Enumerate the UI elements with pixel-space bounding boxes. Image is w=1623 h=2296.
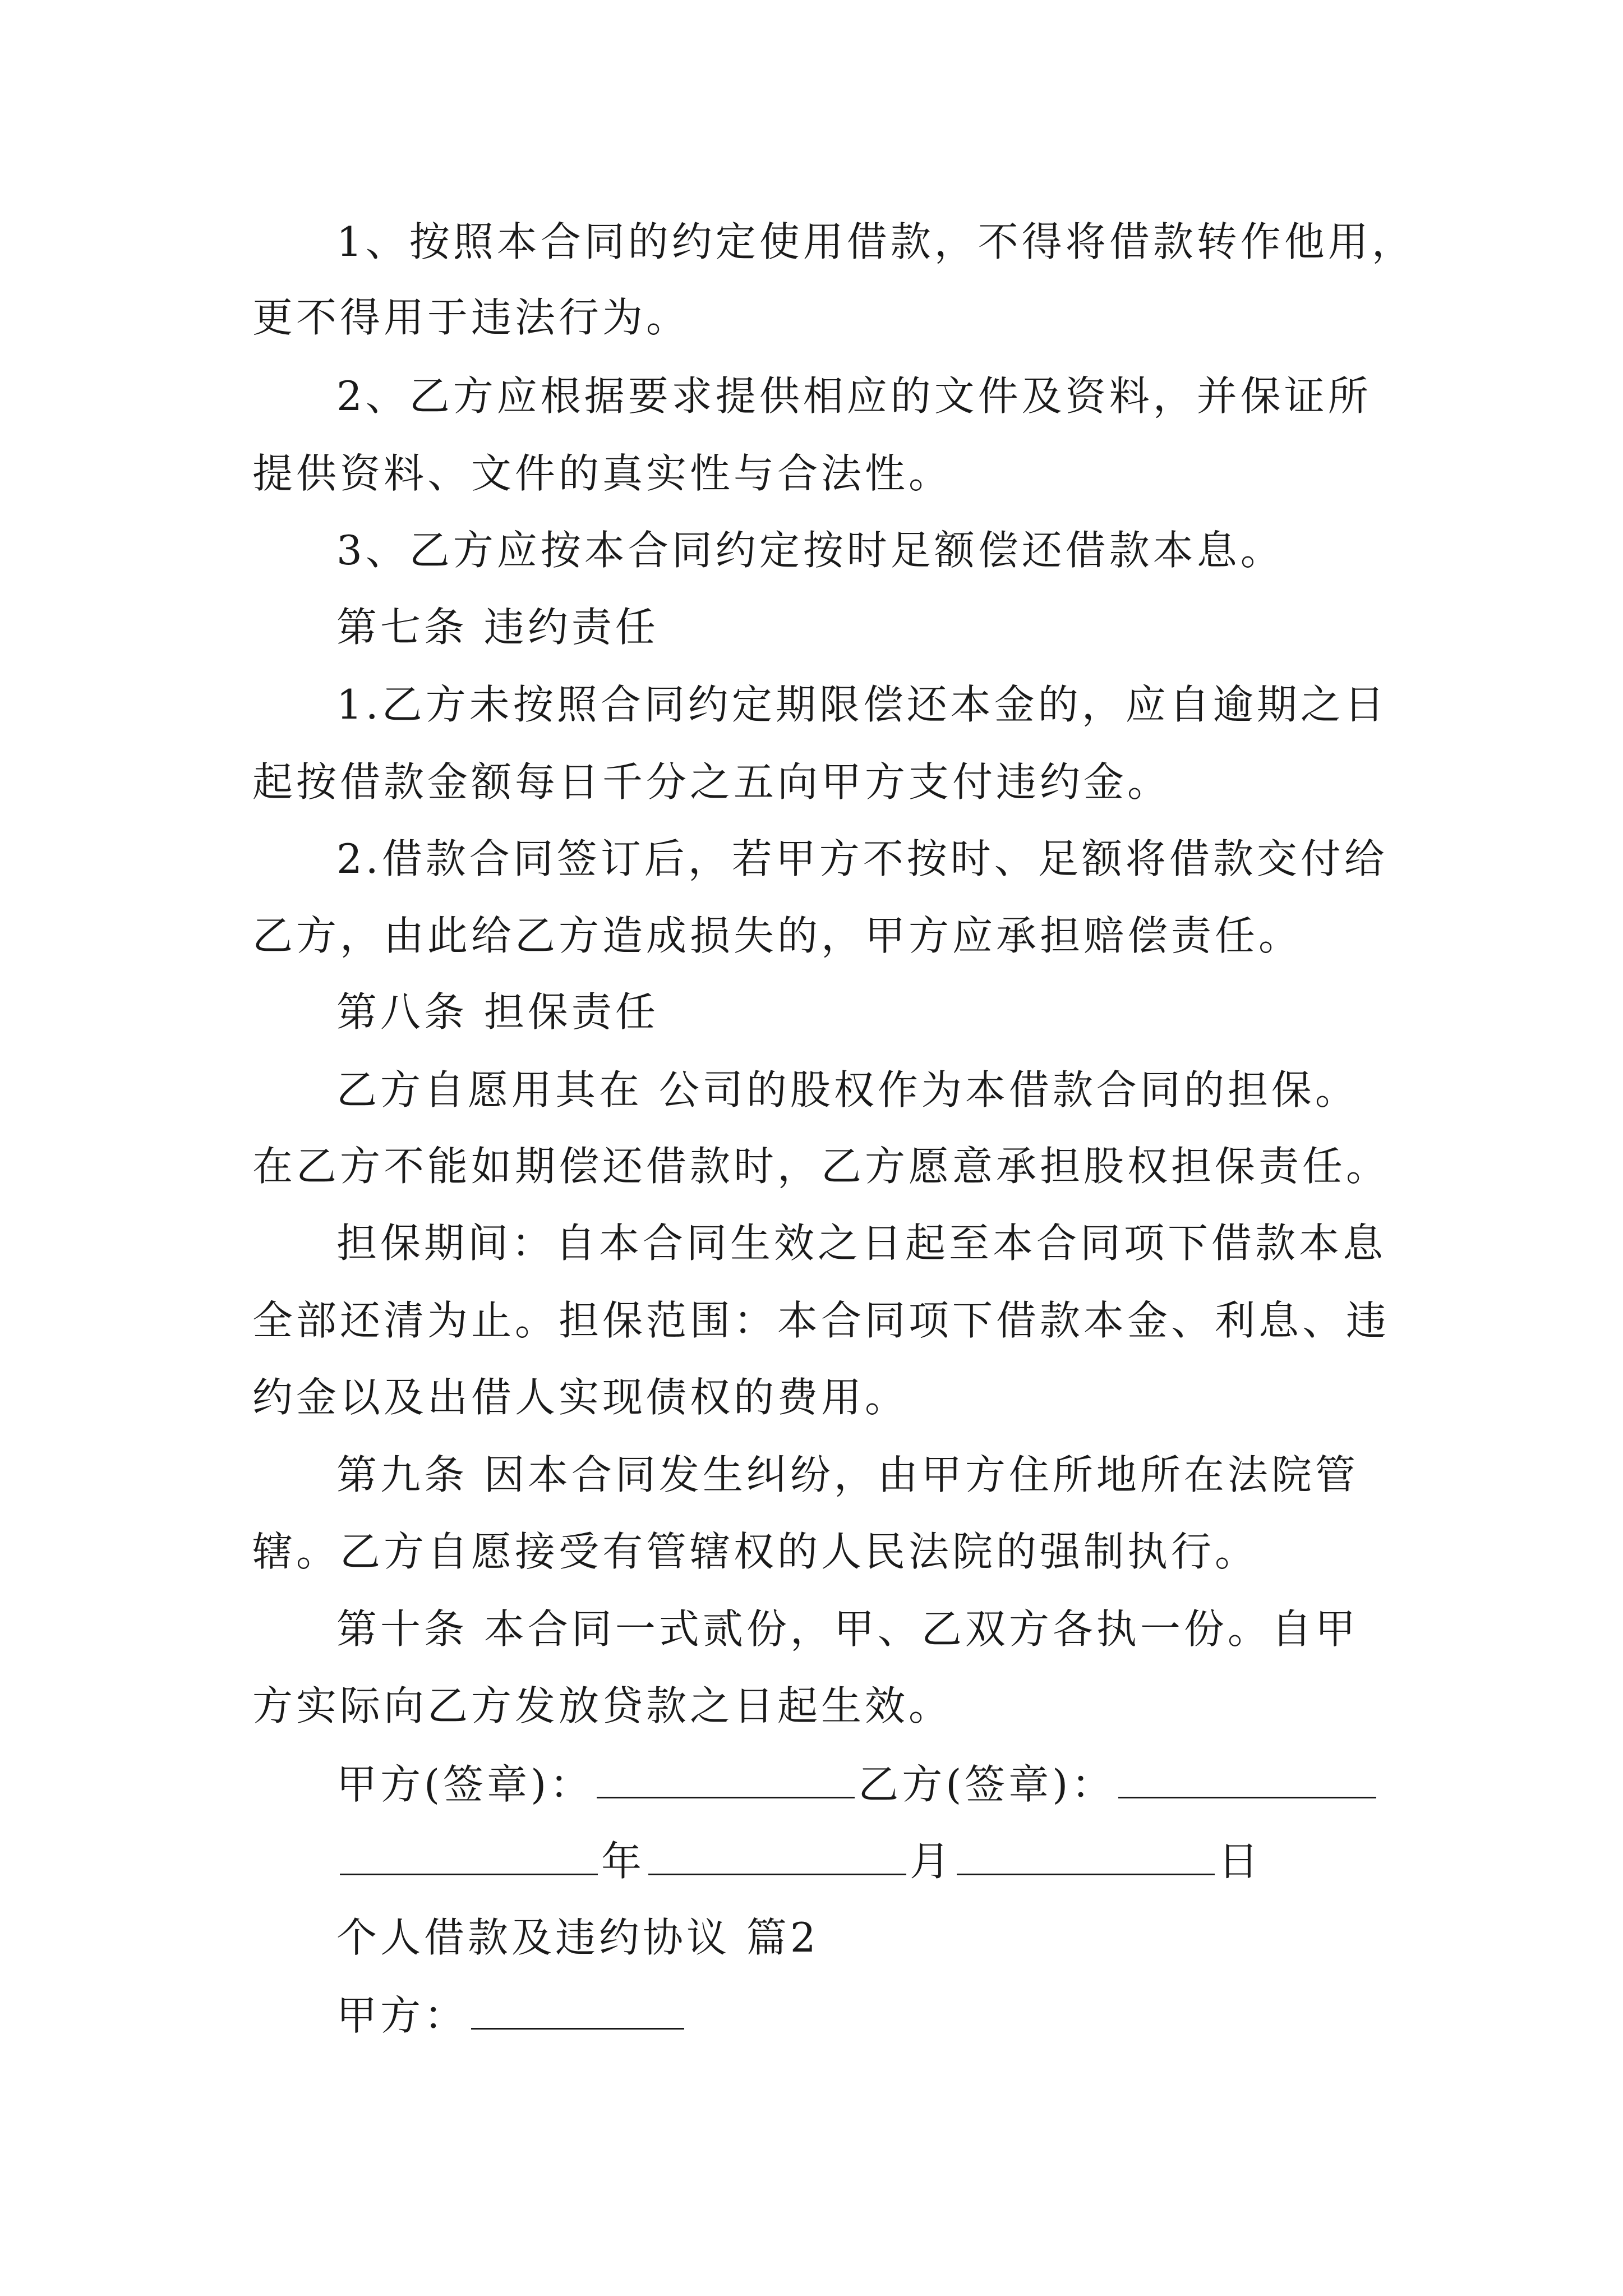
party-b-signature-label: 乙方(签章)： <box>858 1761 1115 1808</box>
year-label: 年 <box>601 1838 645 1885</box>
text-line: 提供资料、文件的真实性与合法性。 <box>252 450 953 497</box>
text-line: 担保期间：自本合同生效之日起至本合同项下借款本息 <box>336 1220 1387 1267</box>
day-blank <box>957 1840 1215 1875</box>
month-blank <box>648 1840 906 1875</box>
party-a-line <box>336 1992 1391 2039</box>
text-line: 全部还清为止。担保范围：本合同项下借款本金、利息、违 <box>252 1297 1390 1344</box>
text-line: 辖。乙方自愿接受有管辖权的人民法院的强制执行。 <box>252 1528 1259 1575</box>
text-line: 2、乙方应根据要求提供相应的文件及资料，并保证所 <box>336 372 1372 420</box>
text-line: 第十条 本合同一式贰份，甲、乙双方各执一份。自甲 <box>336 1605 1359 1653</box>
section-title: 个人借款及违约协议 篇2 <box>336 1914 819 1961</box>
party-a-signature-blank <box>597 1763 855 1798</box>
text-line: 更不得用于违法行为。 <box>252 294 690 341</box>
text-line: 方实际向乙方发放贷款之日起生效。 <box>252 1682 953 1729</box>
article-heading: 第七条 违约责任 <box>336 604 659 651</box>
party-a-blank <box>471 1994 684 2030</box>
party-a-signature-label: 甲方(签章)： <box>336 1761 594 1808</box>
month-label: 月 <box>910 1838 954 1885</box>
text-line: 乙方，由此给乙方造成损失的，甲方应承担赔偿责任。 <box>252 912 1303 959</box>
text-line: 起按借款金额每日千分之五向甲方支付违约金。 <box>252 758 1172 806</box>
text-line: 约金以及出借人实现债权的费用。 <box>252 1374 909 1421</box>
text-line: 在乙方不能如期偿还借款时，乙方愿意承担股权担保责任。 <box>252 1143 1390 1190</box>
text-line: 1、按照本合同的约定使用借款，不得将借款转作他用， <box>336 218 1415 265</box>
article-heading: 第八条 担保责任 <box>336 988 659 1036</box>
date-line <box>336 1838 1391 1885</box>
signature-line <box>336 1761 1391 1808</box>
text-line: 1.乙方未按照合同约定期限偿还本金的，应自逾期之日 <box>336 681 1388 728</box>
text-line: 2.借款合同签订后，若甲方不按时、足额将借款交付给 <box>336 835 1388 882</box>
text-line: 乙方自愿用其在 公司的股权作为本借款合同的担保。 <box>336 1066 1359 1114</box>
party-b-signature-blank <box>1118 1763 1376 1798</box>
party-a-label: 甲方： <box>336 1992 468 2039</box>
year-blank <box>340 1840 598 1875</box>
text-line: 3、乙方应按本合同约定按时足额偿还借款本息。 <box>336 527 1284 574</box>
text-line: 第九条 因本合同发生纠纷，由甲方住所地所在法院管 <box>336 1451 1359 1498</box>
day-label: 日 <box>1218 1838 1262 1885</box>
